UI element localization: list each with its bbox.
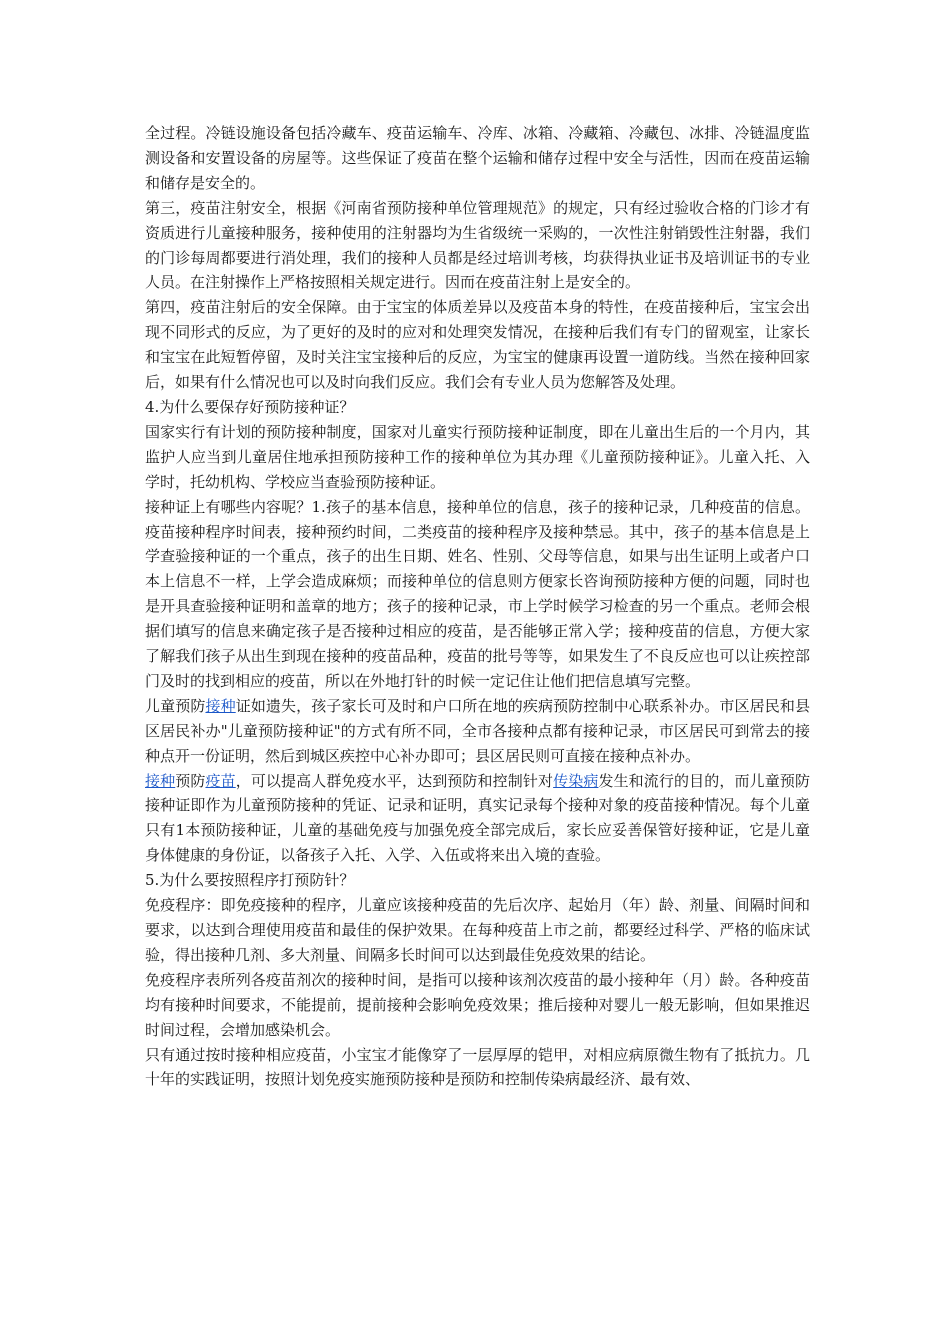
text-run: 5.为什么要按照程序打预防针？ (145, 871, 355, 890)
text-run: 儿童预防 (145, 696, 206, 715)
inline-link[interactable]: 传染病 (553, 771, 599, 790)
text-run: 只有通过按时接种相应疫苗，小宝宝才能像穿了一层厚厚的铠甲，对相应病原微生物有了抵抗力。几十年的实践证明，按照计划免疫实施预防接种是预防和控制传染病最经济、最有效、 (145, 1045, 810, 1089)
paragraph (145, 769, 810, 869)
text-run: 第三，疫苗注射安全，根据《河南省预防接种单位管理规范》的规定，只有经过验收合格的门诊才有资质进行儿童接种服务，接种使用的注射器均为生省级统一采购的，一次性注射销毁性注射器，我们的门诊每周都要进行消处理，我们的接种人员都是经过培训考核，均获得执业证书及培训证书的专业人员。在注射操作上严格按照相关规定进行。因而在疫苗注射上是安全的。 (145, 198, 810, 292)
paragraph (145, 495, 810, 694)
paragraph (145, 968, 810, 1043)
inline-link[interactable]: 疫苗 (205, 771, 236, 790)
inline-link[interactable]: 接种 (145, 771, 176, 790)
text-run: 免疫程序：即免疫接种的程序，儿童应该接种疫苗的先后次序、起始月（年）龄、剂量、间隔时间和要求，以达到合理使用疫苗和最佳的保护效果。在每种疫苗上市之前，都要经过科学、严格的临床试验，得出接种几剂、多大剂量、间隔多长时间可以达到最佳免疫效果的结论。 (145, 896, 810, 964)
paragraph (145, 395, 810, 420)
paragraph (145, 295, 810, 395)
text-run: 4.为什么要保存好预防接种证？ (145, 397, 355, 416)
paragraph (145, 893, 810, 968)
text-run: 免疫程序表所列各疫苗剂次的接种时间，是指可以接种该剂次疫苗的最小接种年（月）龄。各种疫苗均有接种时间要求，不能提前，提前接种会影响免疫效果；推后接种对婴儿一般无影响，但如果推迟时间过程，会增加感染机会。 (145, 970, 810, 1039)
paragraph (145, 868, 810, 893)
document-body (145, 121, 810, 1092)
text-run: 国家实行有计划的预防接种制度，国家对儿童实行预防接种证制度，即在儿童出生后的一个月内，其监护人应当到儿童居住地承担预防接种工作的接种单位为其办理《儿童预防接种证》。儿童入托、入学时，托幼机构、学校应当查验预防接种证。 (145, 422, 810, 491)
paragraph (145, 196, 810, 296)
text-run: ，可以提高人群免疫水平，达到预防和控制针对 (235, 771, 554, 790)
paragraph (145, 1043, 810, 1093)
text-run: 接种证上有哪些内容呢？1.孩子的基本信息，接种单位的信息，孩子的接种记录，几种疫苗的信息。疫苗接种程序时间表，接种预约时间，二类疫苗的接种程序及接种禁忌。其中，孩子的基本信息是上学查验接种证的一个重点，孩子的出生日期、姓名、性别、父母等信息，如果与出生证明上或者户口本上信息不一样，上学会造成麻烦；而接种单位的信息则方便家长咨询预防接种方便的问题，同时也是开具查验接种证明和盖章的地方；孩子的接种记录，市上学时候学习检查的另一个重点。老师会根据们填写的信息来确定孩子是否接种过相应的疫苗，是否能够正常入学；接种疫苗的信息，方便大家了解我们孩子从出生到现在接种的疫苗品种，疫苗的批号等等，如果发生了不良反应也可以让疾控部门及时的找到相应的疫苗，所以在外地打针的时候一定记住让他们把信息填写完整。 (145, 497, 810, 690)
text-run: 证如遗失，孩子家长可及时和户口所在地的疾病预防控制中心联系补办。市区居民和县区居民补办"儿童预防接种证"的方式有所不同，全市各接种点都有接种记录，市区居民可到常去的接种点开一份证明，然后到城区疾控中心补办即可；县区居民则可直接在接种点补办。 (145, 696, 810, 765)
inline-link[interactable]: 接种 (205, 696, 236, 715)
text-run: 第四，疫苗注射后的安全保障。由于宝宝的体质差异以及疫苗本身的特性，在疫苗接种后，宝宝会出现不同形式的反应，为了更好的及时的应对和处理突发情况，在接种后我们有专门的留观室，让家长和宝宝在此短暂停留，及时关注宝宝接种后的反应，为宝宝的健康再设置一道防线。当然在接种回家后，如果有什么情况也可以及时向我们反应。我们会有专业人员为您解答及处理。 (145, 298, 810, 392)
text-run: 全过程。冷链设施设备包括冷藏车、疫苗运输车、冷库、冰箱、冷藏箱、冷藏包、冰排、冷链温度监测设备和安置设备的房屋等。这些保证了疫苗在整个运输和储存过程中安全与活性，因而在疫苗运输和储存是安全的。 (145, 124, 810, 192)
paragraph (145, 420, 810, 495)
text-run: 发生和流行的目的，而儿童预防接种证即作为儿童预防接种的凭证、记录和证明，真实记录每个接种对象的疫苗接种情况。每个儿童只有1本预防接种证，儿童的基础免疫与加强免疫全部完成后，家长应妥善保管好接种证，它是儿童身体健康的身份证，以备孩子入托、入学、入伍或将来出入境的查验。 (145, 771, 810, 865)
paragraph (145, 121, 810, 196)
paragraph (145, 694, 810, 769)
text-run: 预防 (175, 771, 206, 790)
